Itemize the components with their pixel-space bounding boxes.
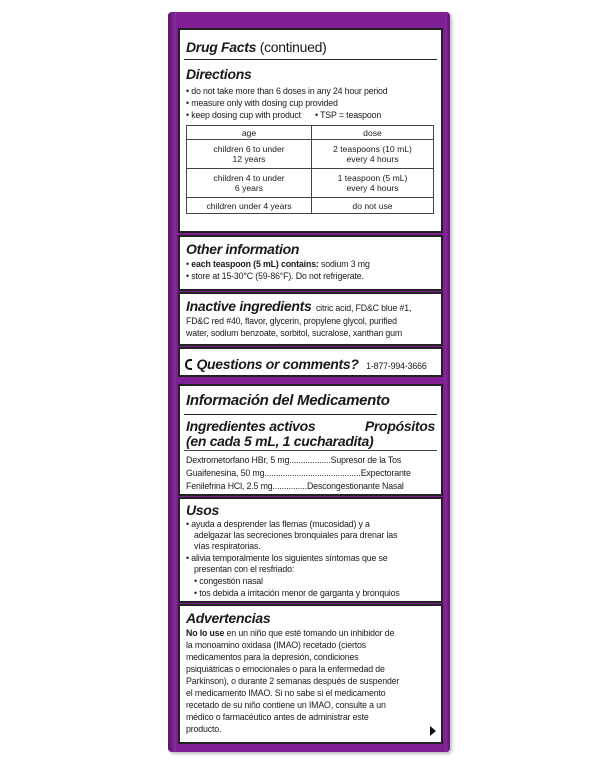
table-cell-dose: 1 teaspoon (5 mL) every 4 hours: [312, 169, 434, 198]
inactive-ingredients-panel: [178, 292, 443, 346]
ingredient-row: Dextrometorfano HBr, 5 mg..................Supresor de la Tos: [186, 455, 402, 465]
propositos-heading: Propósitos: [364, 418, 435, 434]
direction-item: • keep dosing cup with product: [186, 111, 301, 120]
table-header-age: age: [187, 126, 312, 140]
table-header-row: [187, 126, 434, 140]
advertencias-text: Parkinson), o durante 2 semanas después de suspender: [186, 676, 400, 686]
usos-item: • alivia temporalmente los siguientes síntomas que se: [186, 554, 388, 563]
other-info-item: • store at 15-30°C (59-86°F). Do not refrigerate.: [186, 272, 364, 281]
phone-number: 1-877-994-3666: [366, 361, 427, 371]
advertencias-heading: Advertencias: [186, 610, 271, 626]
advertencias-text: médico o farmacéutico antes de administrar este: [186, 712, 369, 722]
direction-item: • measure only with dosing cup provided: [186, 99, 338, 108]
table-cell-dose: 2 teaspoons (10 mL) every 4 hours: [312, 140, 434, 169]
advertencias-text: la monoamino oxidasa (IMAO) recetado (ciertos: [186, 640, 367, 650]
informacion-title: Información del Medicamento: [186, 392, 390, 409]
advertencias-panel: [178, 604, 443, 744]
other-information-panel: [178, 235, 443, 291]
usos-subitem: • congestión nasal: [194, 577, 263, 586]
table-cell-age: children 6 to under 12 years: [187, 140, 312, 169]
ingredient-row: Guaifenesina, 50 mg..........................................Expectorante: [186, 468, 411, 478]
inactive-ingredients-text: FD&C red #40, flavor, glycerin, propylene glycol, purified: [186, 316, 397, 326]
divider: [184, 450, 437, 451]
questions-label: Questions or comments?: [196, 356, 359, 372]
table-row: [187, 140, 434, 169]
table-cell-age: children 4 to under 6 years: [187, 169, 312, 198]
direction-item: • TSP = teaspoon: [315, 111, 381, 120]
other-info-item: • each teaspoon (5 mL) contains: sodium 3 mg: [186, 260, 370, 269]
dosage-table: [186, 125, 434, 214]
direction-item: • do not take more than 6 doses in any 24 hour period: [186, 87, 388, 96]
continue-arrow-icon: [430, 726, 436, 736]
inactive-ingredients-text: water, sodium benzoate, sorbitol, sucralose, xanthan gum: [186, 328, 403, 338]
usos-subitem: • tos debida a irritación menor de garganta y bronquios: [194, 589, 400, 598]
drug-facts-title: Drug Facts (continued): [186, 39, 327, 55]
per-dose-heading: (en cada 5 mL, 1 cucharadita): [186, 433, 374, 449]
drug-facts-panel: [178, 28, 443, 233]
advertencias-text: recetado de su niño contiene un IMAO, consulte a un: [186, 700, 386, 710]
table-cell-dose: do not use: [312, 198, 434, 214]
advertencias-text: el medicamento IMAO. Si no sabe si el medicamento: [186, 688, 386, 698]
usos-item: • ayuda a desprender las flemas (mucosidad) y a: [186, 520, 370, 529]
usos-panel: [178, 497, 443, 603]
ingredient-row: Fenilefrina HCl, 2.5 mg...............Descongestionante Nasal: [186, 481, 404, 491]
table-header-dose: dose: [312, 126, 434, 140]
advertencias-text: producto.: [186, 724, 222, 734]
usos-item-cont: presentan con el resfriado:: [194, 564, 295, 574]
usos-item-cont: adelgazar las secreciones bronquiales para drenar las: [194, 530, 398, 540]
ingredientes-heading: Ingredientes activos: [186, 418, 316, 434]
directions-heading: Directions: [186, 66, 252, 82]
usos-item-cont: vías respiratorias.: [194, 541, 261, 551]
phone-icon: [185, 359, 192, 370]
inactive-ingredients-line: Inactive ingredients citric acid, FD&C blue #1,: [186, 298, 412, 314]
usos-heading: Usos: [186, 502, 220, 518]
divider: [184, 414, 437, 415]
table-cell-age: children under 4 years: [187, 198, 312, 214]
table-row: [187, 198, 434, 214]
other-information-heading: Other information: [186, 241, 300, 257]
advertencias-text: psiquiátricas o emocionales o para la enfermedad de: [186, 664, 385, 674]
advertencias-text: No lo use en un niño que esté tomando un inhibidor de: [186, 628, 395, 638]
advertencias-text: medicamentos para la depresión, condiciones: [186, 652, 359, 662]
informacion-panel: [178, 384, 443, 496]
inactive-ingredients-heading: Inactive ingredients: [186, 298, 312, 314]
questions-line: [185, 357, 427, 373]
divider: [184, 59, 437, 60]
questions-panel: [178, 347, 443, 377]
table-row: [187, 169, 434, 198]
